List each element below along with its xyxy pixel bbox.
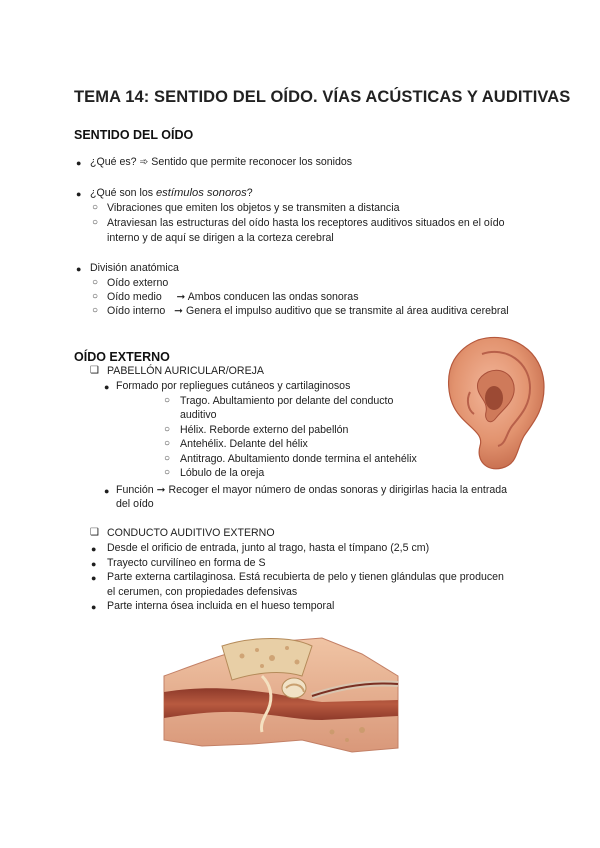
bullet-icon: ● — [91, 544, 97, 554]
bullet-icon: ● — [76, 158, 82, 168]
section-heading-oido-externo: OÍDO EXTERNO — [74, 350, 170, 364]
ring-bullet-icon: ○ — [164, 395, 171, 406]
que-es-text: ¿Qué es? ➾ Sentido que permite reconocer los sonidos — [90, 156, 353, 168]
estimulos-suffix: ? — [246, 187, 253, 199]
estimulos-prefix: ¿Qué son los — [90, 187, 156, 199]
section-heading-sentido: SENTIDO DEL OÍDO — [74, 128, 194, 142]
funcion-text: Función ➞ Recoger el mayor número de ondas sonoras y dirigirlas hacia la entrada — [116, 484, 508, 496]
estimulos-question — [90, 186, 253, 200]
ear-part-item: Hélix. Reborde externo del pabellón — [180, 424, 349, 436]
checkbox-bullet-icon: ❑ — [90, 365, 99, 376]
bullet-icon: ● — [91, 602, 97, 612]
division-item: Oído interno ➞ Genera el impulso auditivo que se transmite al área auditiva cerebral — [107, 305, 509, 317]
ring-bullet-icon: ○ — [164, 438, 171, 449]
estimulos-italic: estímulos sonoros — [155, 187, 247, 199]
ring-bullet-icon: ○ — [164, 424, 171, 435]
estimulos-item: Atraviesan las estructuras del oído hasta los receptores auditivos situados en el oído — [107, 217, 505, 229]
ring-bullet-icon: ○ — [164, 467, 171, 478]
funcion-text-continued: del oído — [116, 498, 154, 510]
pabellon-heading: PABELLÓN AURICULAR/OREJA — [107, 365, 264, 377]
bullet-icon: ● — [91, 573, 97, 583]
bullet-icon: ● — [91, 559, 97, 569]
ring-bullet-icon: ○ — [92, 217, 99, 228]
division-item: Oído medio ➞ Ambos conducen las ondas sonoras — [107, 291, 359, 303]
estimulos-item-continued: interno y de aquí se dirigen a la corteza cerebral — [107, 232, 334, 244]
ear-illustration — [440, 332, 550, 472]
bullet-icon: ● — [104, 382, 110, 392]
ear-part-item: Trago. Abultamiento por delante del conducto — [180, 395, 394, 407]
ring-bullet-icon: ○ — [92, 202, 99, 213]
division-item: Oído externo — [107, 277, 169, 289]
conducto-item: Trayecto curvilíneo en forma de S — [107, 557, 266, 569]
conducto-item: Parte externa cartilaginosa. Está recubierta de pelo y tienen glándulas que producen — [107, 571, 504, 583]
checkbox-bullet-icon: ❑ — [90, 527, 99, 538]
formado-text: Formado por repliegues cutáneos y cartilaginosos — [116, 380, 351, 392]
conducto-item-continued: el cerumen, con propiedades defensivas — [107, 586, 298, 598]
conducto-item: Parte interna ósea incluida en el hueso temporal — [107, 600, 335, 612]
conducto-heading: CONDUCTO AUDITIVO EXTERNO — [107, 527, 275, 539]
bullet-icon: ● — [104, 486, 110, 496]
conducto-item: Desde el orificio de entrada, junto al trago, hasta el tímpano (2,5 cm) — [107, 542, 430, 554]
bullet-icon: ● — [76, 264, 82, 274]
page-title: TEMA 14: SENTIDO DEL OÍDO. VÍAS ACÚSTICAS Y AUDITIVAS — [74, 88, 571, 106]
ring-bullet-icon: ○ — [92, 291, 99, 302]
ring-bullet-icon: ○ — [92, 277, 99, 288]
bullet-icon: ● — [76, 189, 82, 199]
ear-part-item: Lóbulo de la oreja — [180, 467, 265, 479]
ear-part-item: Antehélix. Delante del hélix — [180, 438, 308, 450]
ring-bullet-icon: ○ — [164, 453, 171, 464]
ear-canal-cross-section-illustration — [162, 636, 400, 756]
ear-part-item: Antitrago. Abultamiento donde termina el antehélix — [180, 453, 417, 465]
ring-bullet-icon: ○ — [92, 305, 99, 316]
estimulos-item: Vibraciones que emiten los objetos y se transmiten a distancia — [107, 202, 400, 214]
ear-part-item-continued: auditivo — [180, 409, 217, 421]
division-text: División anatómica — [90, 262, 179, 274]
